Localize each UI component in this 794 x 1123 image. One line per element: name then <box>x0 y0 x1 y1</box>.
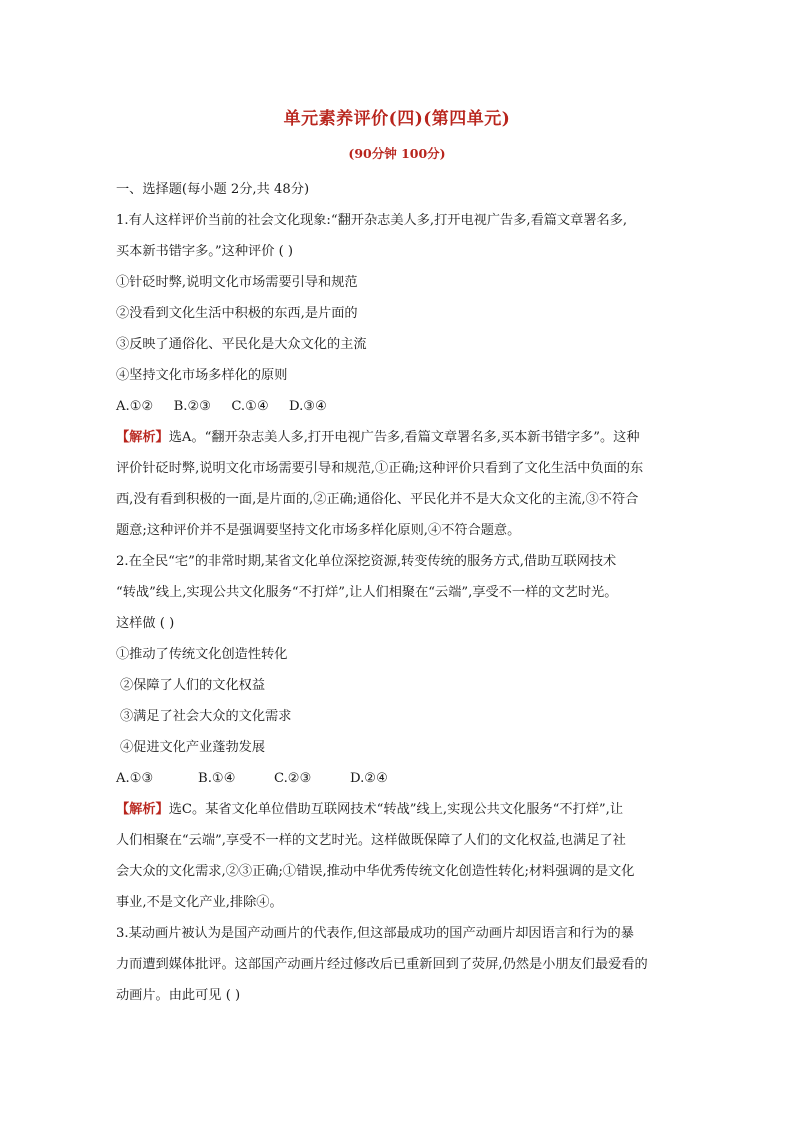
q3-stem-line3: 动画片。由此可见 ( ) <box>116 988 241 1003</box>
q2-options <box>116 763 686 794</box>
q1-stem-line1: 1.有人这样评价当前的社会文化现象:“翻开杂志美人多,打开电视广告多,看篇文章署名多, <box>116 213 628 228</box>
q1-option-c: C.①④ <box>231 399 269 414</box>
q1-item3: ③反映了通俗化、平民化是大众文化的主流 <box>116 337 367 352</box>
section-heading: 一、选择题(每小题 2分,共 48分) <box>116 182 310 197</box>
q2-item3: ③满足了社会大众的文化需求 <box>120 709 292 724</box>
q1-analysis-tag: 【解析】 <box>116 430 169 445</box>
page-title: 单元素养评价(四)(第四单元) <box>283 109 511 129</box>
q1-analysis-text1: 选A。“翻开杂志美人多,打开电视广告多,看篇文章署名多,买本新书错字多”。这种 <box>168 430 640 445</box>
page-subtitle: (90分钟 100分) <box>348 146 446 161</box>
q2-analysis-line1 <box>116 794 686 825</box>
q1-analysis-line3: 西,没有看到积极的一面,是片面的,②正确;通俗化、平民化并不是大众文化的主流,③不符合 <box>116 492 639 507</box>
q2-analysis-tag: 【解析】 <box>116 802 169 817</box>
q2-item1: ①推动了传统文化创造性转化 <box>116 647 288 662</box>
q2-analysis-text1: 选C。某省文化单位借助互联网技术“转战”线上,实现公共文化服务“不打烊”,让 <box>168 802 624 817</box>
q1-analysis-line1 <box>116 422 686 453</box>
q2-analysis-line3: 会大众的文化需求,②③正确;①错误,推动中华优秀传统文化创造性转化;材料强调的是文化 <box>116 864 635 879</box>
q2-item4: ④促进文化产业蓬勃发展 <box>120 740 266 755</box>
q2-stem-line2: “转战”线上,实现公共文化服务“不打烊”,让人们相聚在“云端”,享受不一样的文艺时光。 <box>116 585 618 600</box>
q2-analysis-line4: 事业,不是文化产业,排除④。 <box>116 895 283 910</box>
q1-options <box>116 391 686 422</box>
q2-item2: ②保障了人们的文化权益 <box>120 678 266 693</box>
document-body <box>116 174 686 1011</box>
q1-option-a: A.①② <box>116 399 154 414</box>
q1-option-d: D.③④ <box>288 399 327 414</box>
q2-analysis-line2: 人们相聚在“云端”,享受不一样的文艺时光。这样做既保障了人们的文化权益,也满足了社 <box>116 833 626 848</box>
q2-stem-line1: 2.在全民“宅”的非常时期,某省文化单位深挖资源,转变传统的服务方式,借助互联网技术 <box>116 554 617 569</box>
q2-option-c: C.②③ <box>274 771 312 786</box>
q1-item4: ④坚持文化市场多样化的原则 <box>116 368 288 383</box>
q1-item1: ①针砭时弊,说明文化市场需要引导和规范 <box>116 275 358 290</box>
q2-option-b: B.①④ <box>198 771 236 786</box>
q1-option-b: B.②③ <box>173 399 212 414</box>
q1-analysis-line4: 题意;这种评价并不是强调要坚持文化市场多样化原则,④不符合题意。 <box>116 523 521 538</box>
q3-stem-line2: 力而遭到媒体批评。这部国产动画片经过修改后已重新回到了荧屏,仍然是小朋友们最爱看的 <box>116 957 648 972</box>
q2-option-d: D.②④ <box>350 771 388 786</box>
q1-stem-line2: 买本新书错字多。”这种评价 ( ) <box>116 244 294 259</box>
q1-item2: ②没看到文化生活中积极的东西,是片面的 <box>116 306 358 321</box>
q2-stem-line3: 这样做 ( ) <box>116 616 175 631</box>
q3-stem-line1: 3.某动画片被认为是国产动画片的代表作,但这部最成功的国产动画片却因语言和行为的暴 <box>116 926 634 941</box>
q2-option-a: A.①③ <box>116 771 154 786</box>
q1-analysis-line2: 评价针砭时弊,说明文化市场需要引导和规范,①正确;这种评价只看到了文化生活中负面的东 <box>116 461 644 476</box>
